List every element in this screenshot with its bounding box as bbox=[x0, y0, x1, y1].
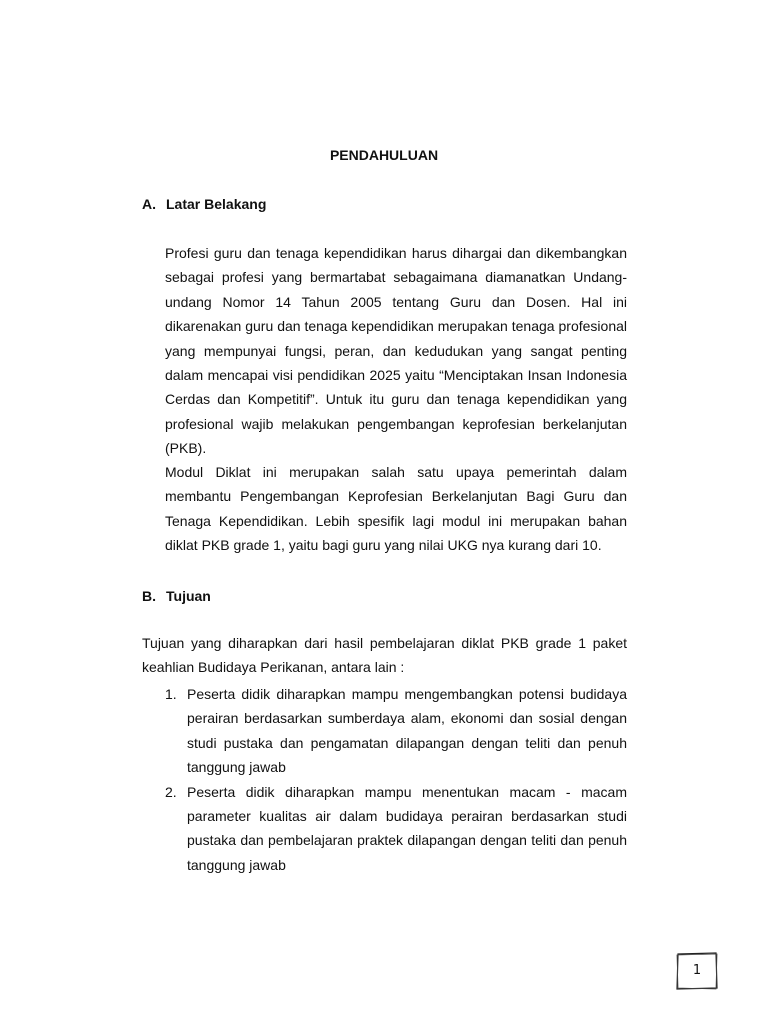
objectives-list bbox=[165, 682, 627, 877]
list-item bbox=[165, 682, 627, 780]
list-item-text: Peserta didik diharapkan mampu mengembangkan potensi budidaya perairan berdasarkan sumberdaya alam, ekonomi dan sosial dengan studi pustaka dan pengamatan dilapangan dengan teliti dan penuh tanggung jawab bbox=[187, 686, 627, 776]
page-title: PENDAHULUAN bbox=[329, 147, 439, 163]
list-item bbox=[165, 780, 627, 878]
section-heading-a bbox=[142, 195, 266, 213]
section-heading-b bbox=[142, 587, 211, 605]
paragraph-background-2: Modul Diklat ini merupakan salah satu upaya pemerintah dalam membantu Pengembangan Keprofesian Berkelanjutan Bagi Guru dan Tenaga Kependidikan. Lebih spesifik lagi modul ini merupakan bahan diklat PKB grade 1, yaitu bagi guru yang nilai UKG nya kurang dari 10. bbox=[165, 464, 627, 554]
list-item-text: Peserta didik diharapkan mampu menentukan macam - macam parameter kualitas air dalam budidaya perairan berdasarkan studi pustaka dan pembelajaran praktek dilapangan dengan teliti dan penuh tanggung jawab bbox=[187, 783, 627, 873]
paragraph-objectives-intro: Tujuan yang diharapkan dari hasil pembelajaran diklat PKB grade 1 paket keahlian Budidaya Perikanan, antara lain : bbox=[142, 635, 627, 676]
section-title: Latar Belakang bbox=[166, 196, 267, 212]
page-number: 1 bbox=[692, 963, 702, 978]
section-title: Tujuan bbox=[166, 588, 211, 604]
section-letter: B. bbox=[142, 588, 156, 604]
page-number-box bbox=[675, 951, 719, 991]
list-item-number: 2. bbox=[165, 783, 177, 800]
section-letter: A. bbox=[142, 196, 156, 212]
paragraph-background-1: Profesi guru dan tenaga kependidikan harus dihargai dan dikembangkan sebagai profesi yang bermartabat sebagaimana diamanatkan Undang-undang Nomor 14 Tahun 2005 tentang Guru dan Dosen. Hal ini dikarenakan guru dan tenaga kependidikan merupakan tenaga profesional yang mempunyai fungsi, peran, dan kedudukan yang sangat penting dalam mencapai visi pendidikan 2025 yaitu “Menciptakan Insan Indonesia Cerdas dan Kompetitif”. Untuk itu guru dan tenaga kependidikan yang profesional wajib melakukan pengembangan keprofesian berkelanjutan (PKB). bbox=[165, 245, 627, 457]
list-item-number: 1. bbox=[165, 686, 177, 702]
